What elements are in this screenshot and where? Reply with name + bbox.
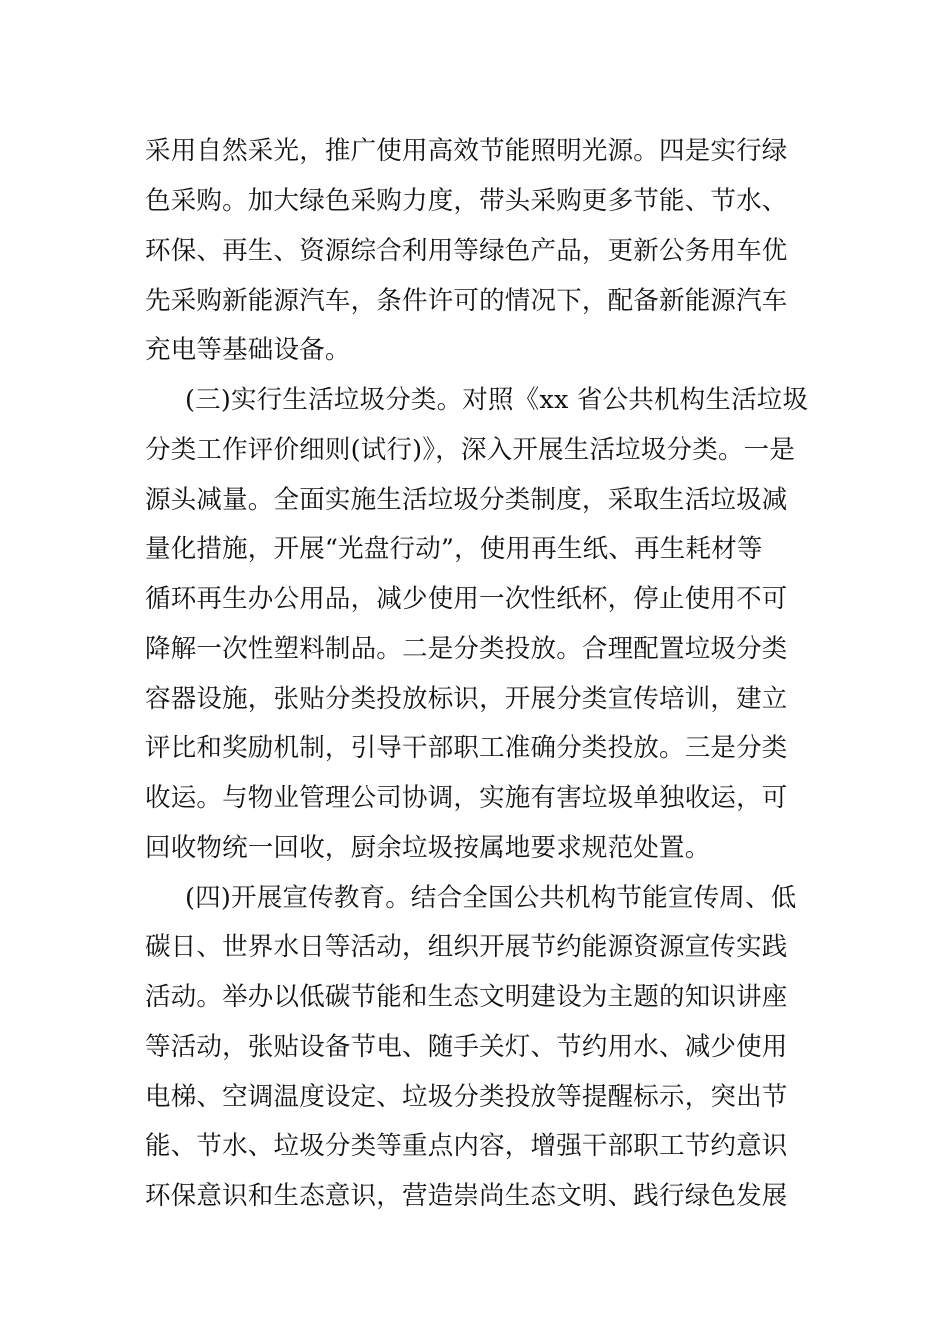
section-heading-line: (四)开展宣传教育。结合全国公共机构节能宣传周、低 bbox=[185, 883, 797, 913]
text-line: 源头减量。全面实施生活垃圾分类制度，采取生活垃圾减 bbox=[145, 485, 788, 515]
text-line: 收运。与物业管理公司协调，实施有害垃圾单独收运，可 bbox=[145, 783, 788, 813]
text-line: 碳日、世界水日等活动，组织开展节约能源资源宣传实践 bbox=[145, 932, 788, 962]
text-line: 评比和奖励机制，引导干部职工准确分类投放。三是分类 bbox=[145, 733, 788, 763]
text-line: 降解一次性塑料制品。二是分类投放。合理配置垃圾分类 bbox=[145, 634, 788, 664]
text-line: 环保意识和生态意识，营造崇尚生态文明、践行绿色发展 bbox=[145, 1181, 788, 1211]
section-heading-line: (三)实行生活垃圾分类。对照《xx 省公共机构生活垃圾 bbox=[185, 385, 809, 415]
text-line: 环保、再生、资源综合利用等绿色产品，更新公务用车优 bbox=[145, 236, 788, 266]
text-line: 色采购。加大绿色采购力度，带头采购更多节能、节水、 bbox=[145, 186, 788, 216]
text-line: 量化措施，开展“光盘行动”，使用再生纸、再生耗材等 bbox=[145, 534, 763, 564]
text-line: 能、节水、垃圾分类等重点内容，增强干部职工节约意识 bbox=[145, 1131, 788, 1161]
text-line: 容器设施，张贴分类投放标识，开展分类宣传培训，建立 bbox=[145, 684, 788, 714]
text-line: 循环再生办公用品，减少使用一次性纸杯，停止使用不可 bbox=[145, 584, 788, 614]
text-line: 回收物统一回收，厨余垃圾按属地要求规范处置。 bbox=[145, 833, 711, 863]
text-line: 分类工作评价细则(试行)》，深入开展生活垃圾分类。一是 bbox=[145, 435, 796, 465]
text-line: 等活动，张贴设备节电、随手关灯、节约用水、减少使用 bbox=[145, 1032, 788, 1062]
text-line: 采用自然采光，推广使用高效节能照明光源。四是实行绿 bbox=[145, 136, 788, 166]
text-line: 先采购新能源汽车，条件许可的情况下，配备新能源汽车 bbox=[145, 286, 788, 316]
text-line: 活动。举办以低碳节能和生态文明建设为主题的知识讲座 bbox=[145, 982, 788, 1012]
text-line: 电梯、空调温度设定、垃圾分类投放等提醒标示，突出节 bbox=[145, 1082, 788, 1112]
text-line: 充电等基础设备。 bbox=[145, 335, 351, 365]
